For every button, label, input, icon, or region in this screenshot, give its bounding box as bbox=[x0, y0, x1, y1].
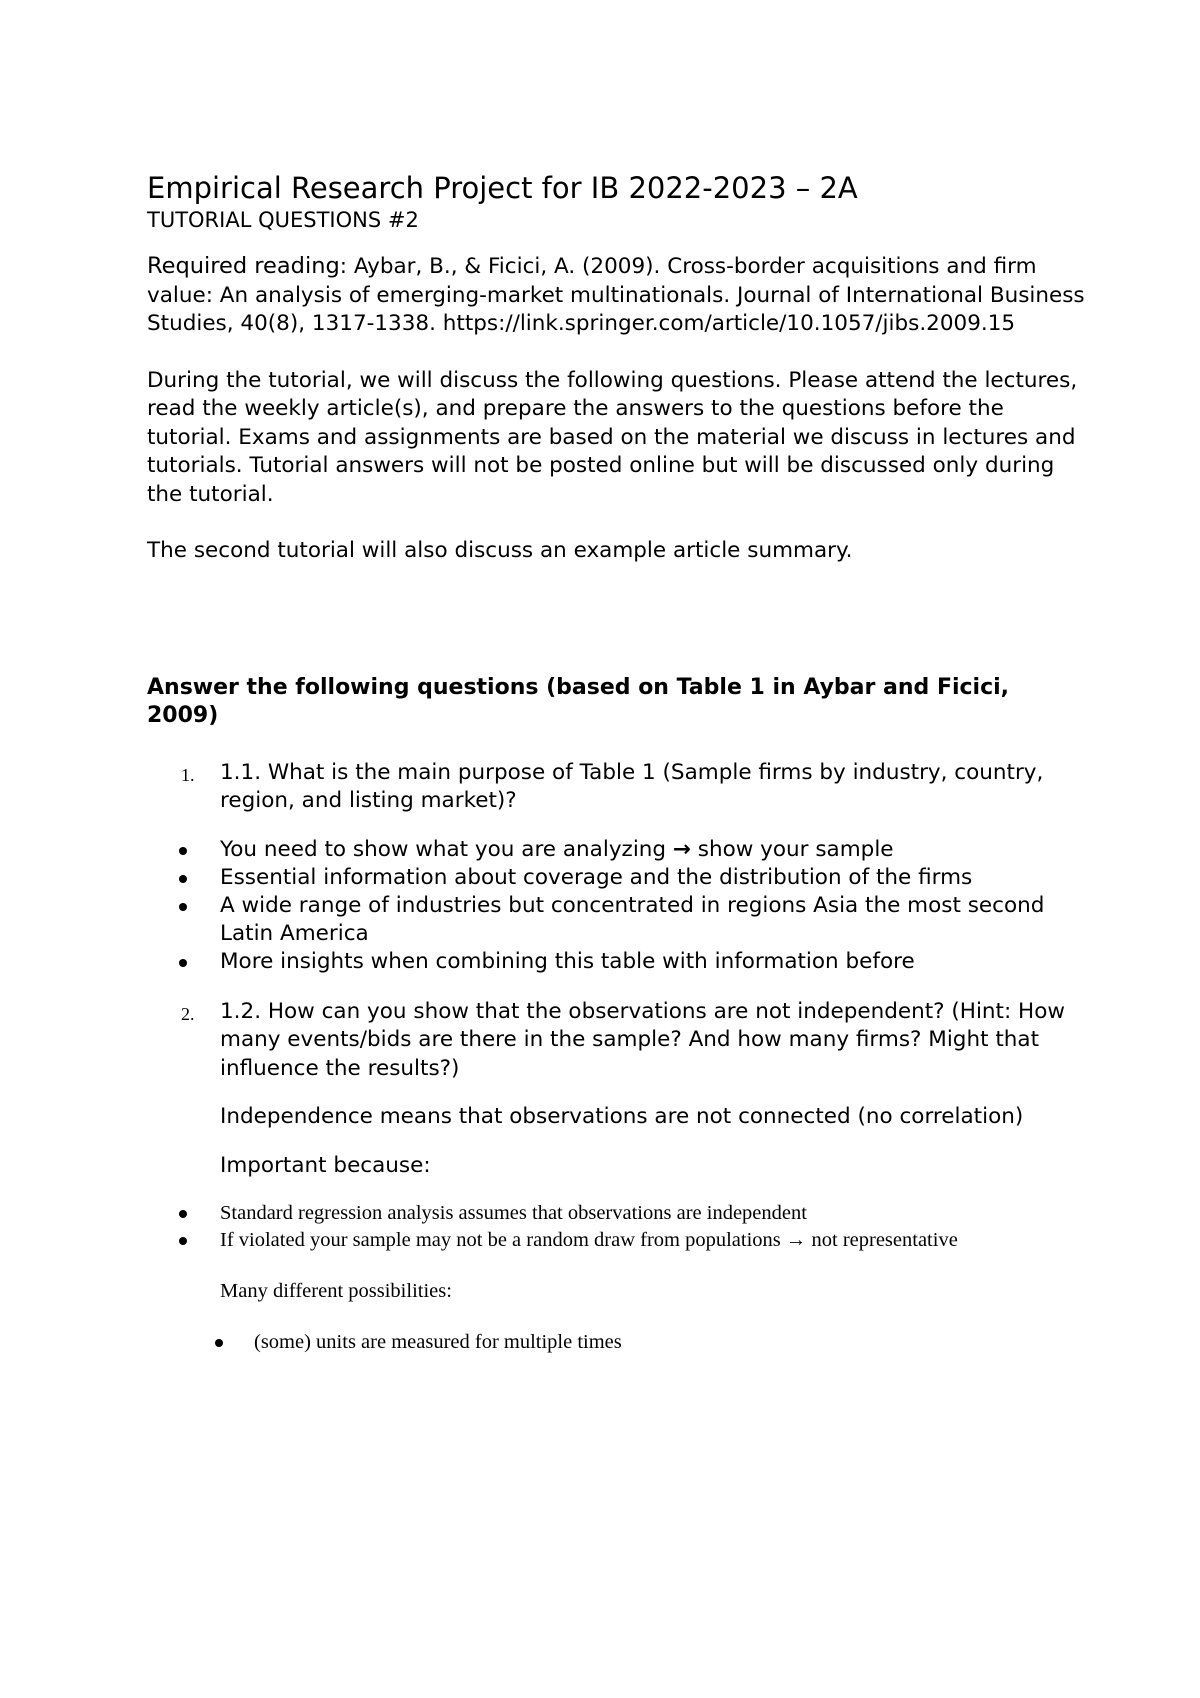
question-text: 1.2. How can you show that the observations are not independent? (Hint: How many events/bids are there in the sample? And how many firms? Might that influence the results?) bbox=[220, 998, 1065, 1081]
bullet-icon bbox=[179, 1210, 187, 1218]
bullet-icon bbox=[179, 847, 187, 855]
required-reading-label: Required reading bbox=[147, 253, 340, 279]
list-item bbox=[147, 1200, 1087, 1227]
list-item-text: More insights when combining this table with information before bbox=[220, 948, 915, 974]
document-title: Empirical Research Project for IB 2022-2023 – 2A bbox=[147, 171, 858, 205]
question-2-continued bbox=[147, 1278, 1087, 1305]
list-item-text: Standard regression analysis assumes that observations are independent bbox=[220, 1202, 807, 1224]
questions-heading: Answer the following questions (based on Table 1 in Aybar and Ficici, 2009) bbox=[147, 674, 1010, 728]
bullet-icon bbox=[215, 1339, 223, 1347]
question-2 bbox=[147, 998, 1087, 1181]
intro-paragraph-2: The second tutorial will also discuss an example article summary. bbox=[147, 538, 853, 563]
list-item-text: You need to show what you are analyzing bbox=[220, 836, 673, 862]
required-reading bbox=[147, 252, 1087, 339]
list-item bbox=[147, 1329, 1087, 1356]
list-item bbox=[147, 864, 1087, 892]
question-text: 1.1. What is the main purpose of Table 1 (Sample firms by industry, country, region, and listing market)? bbox=[220, 759, 1044, 813]
arrow-right-icon: → bbox=[785, 1229, 807, 1251]
list-item bbox=[147, 948, 1087, 976]
list-item bbox=[147, 836, 1087, 864]
question-number: 2. bbox=[181, 1003, 195, 1024]
bullet-icon bbox=[179, 1237, 187, 1245]
possibilities-list bbox=[147, 1329, 1087, 1356]
list-item-text: (some) units are measured for multiple times bbox=[254, 1331, 622, 1353]
list-item bbox=[147, 892, 1087, 948]
question-2-answer-list bbox=[147, 1200, 1087, 1254]
section-spacer bbox=[147, 594, 1087, 674]
list-item-text-continued: show your sample bbox=[690, 836, 894, 862]
list-item-text-continued: not representative bbox=[806, 1229, 958, 1251]
list-item bbox=[147, 1227, 1087, 1254]
document-page bbox=[147, 170, 1087, 1380]
bullet-icon bbox=[179, 875, 187, 883]
list-item-text: Essential information about coverage and the distribution of the firms bbox=[220, 864, 973, 890]
bullet-icon bbox=[179, 903, 187, 911]
required-reading-text: : Aybar, B., & Ficici, A. (2009). Cross-border acquisitions and firm value: An analysis of emerging-market multinationals. Journal of International Business Studies, 40(8), 1317-1338. https://link.springer.com/article/10.1057/jibs.2009.15 bbox=[147, 254, 1085, 336]
intro-paragraph: During the tutorial, we will discuss the following questions. Please attend the lectures, read the weekly article(s), and prepare the answers to the questions before the tutorial. Exams and assignments are based on the material we discuss in lectures and tutorials. Tutorial answers will not be posted online but will be discussed only during the tutorial. bbox=[147, 367, 1078, 507]
question-number: 1. bbox=[181, 764, 195, 785]
list-item-text: If violated your sample may not be a random draw from populations bbox=[220, 1229, 786, 1251]
list-item-text: A wide range of industries but concentrated in regions Asia the most second Latin America bbox=[220, 892, 1045, 946]
answer-paragraph: Important because: bbox=[220, 1152, 431, 1178]
answer-paragraph: Many different possibilities: bbox=[220, 1280, 452, 1302]
arrow-right-icon: → bbox=[672, 836, 691, 862]
answer-paragraph: Independence means that observations are not connected (no correlation) bbox=[220, 1104, 1024, 1129]
question-1-answer-list bbox=[147, 836, 1087, 976]
document-subtitle: TUTORIAL QUESTIONS #2 bbox=[147, 208, 419, 232]
bullet-icon bbox=[179, 959, 187, 967]
question-1 bbox=[147, 759, 1087, 816]
